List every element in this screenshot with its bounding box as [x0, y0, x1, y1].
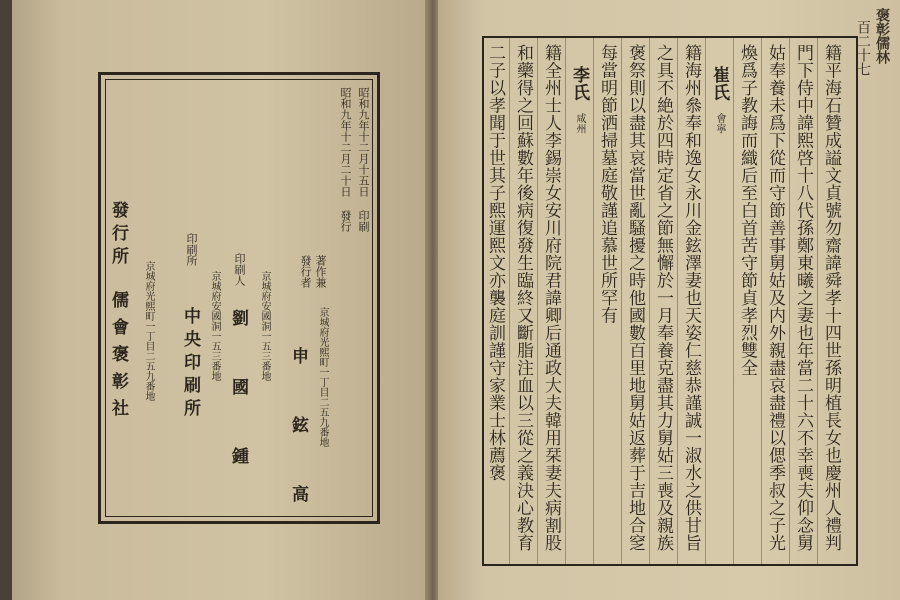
- press-name: 中央印刷所: [180, 307, 200, 422]
- column-rule: [677, 38, 678, 564]
- text-column: 籍全州士人李錫崇女安川府院君諱卿后通政大夫韓用栞妻夫病割股: [541, 44, 561, 552]
- column-rule: [621, 38, 622, 564]
- column-rule: [789, 38, 790, 564]
- page-number: 百二十七: [855, 20, 871, 76]
- column-rule: [761, 38, 762, 564]
- entry-heading-name: 崔氏: [709, 66, 729, 101]
- entry-heading-place: 會寧: [714, 113, 725, 134]
- text-column: 姑奉養未爲下從而守節善事舅姑及内外親盡哀盡禮以偲季叔之子光: [765, 44, 785, 552]
- column-rule: [593, 38, 594, 564]
- printer-name: 劉 國 鍾: [228, 309, 248, 480]
- issue-date: 昭和九年十二月二十日 發行: [339, 87, 352, 232]
- press-role: 印刷所: [185, 233, 198, 266]
- entry-heading-name: 李氏: [569, 66, 589, 101]
- text-column: 和藥得之回蘇數年後病復發生臨終又斷脂注血以三從之義決心教育: [513, 44, 533, 552]
- author-address: 京城府光熙町一丁目二五九番地: [317, 307, 328, 447]
- publisher-role: 發行者: [299, 255, 312, 288]
- text-column: 每當明節洒掃墓庭敬謹追慕世所罕有: [597, 44, 617, 324]
- author-name: 申 鉉 高: [288, 347, 308, 518]
- print-date: 昭和九年十二月十五日 印刷: [357, 87, 370, 232]
- entry-heading: [568, 66, 590, 582]
- column-rule: [705, 38, 706, 564]
- printer-role: 印刷人: [233, 253, 246, 286]
- text-column: 煥爲子教誨而織后至白首苦守節貞孝烈雙全: [737, 44, 757, 377]
- column-rule: [565, 38, 566, 564]
- text-column: 門下侍中諱熙啓十八代孫鄭東曦之妻也年當二十六不幸喪夫仰念舅: [793, 44, 813, 552]
- text-column: 籍海州叅奉和逸女永川金鉉澤妻也天姿仁慈恭謹誠一淑水之供甘旨: [681, 44, 701, 552]
- text-column: 褒祭則以盡其哀當世亂騷擾之時他國數百里地舅姑返葬于吉地合窆: [625, 44, 645, 552]
- issuer-role: 發行所: [108, 201, 128, 270]
- column-rule: [649, 38, 650, 564]
- entry-heading: [708, 66, 730, 582]
- column-rule: [817, 38, 818, 564]
- printer-address: 京城府安國洞一五三番地: [259, 271, 270, 381]
- press-address: 京城府安國洞一五三番地: [209, 271, 220, 381]
- issuer-address: 京城府光熙町一丁目二五九番地: [143, 261, 154, 401]
- text-column: 籍平海石贊成謚文貞號勿齋諱舜孝十四世孫明植長女也慶州人禮判: [821, 44, 841, 552]
- text-column: 二子以孝聞于世其子熙運熙文亦襲庭訓謹守家業士林薦褒: [485, 44, 505, 482]
- issuer-name: 儒會褒彰社: [108, 291, 128, 426]
- author-role: 著作兼: [314, 255, 327, 288]
- running-head: 褒彰儒林: [874, 8, 890, 64]
- text-column: 之具不絶於四時定省之節無懈於一月奉養克盡其力舅姑三喪及親族: [653, 44, 673, 552]
- column-rule: [733, 38, 734, 564]
- column-rule: [509, 38, 510, 564]
- entry-heading-place: 咸州: [574, 113, 585, 134]
- column-rule: [537, 38, 538, 564]
- text-block: [482, 36, 858, 566]
- colophon-box: [98, 72, 380, 524]
